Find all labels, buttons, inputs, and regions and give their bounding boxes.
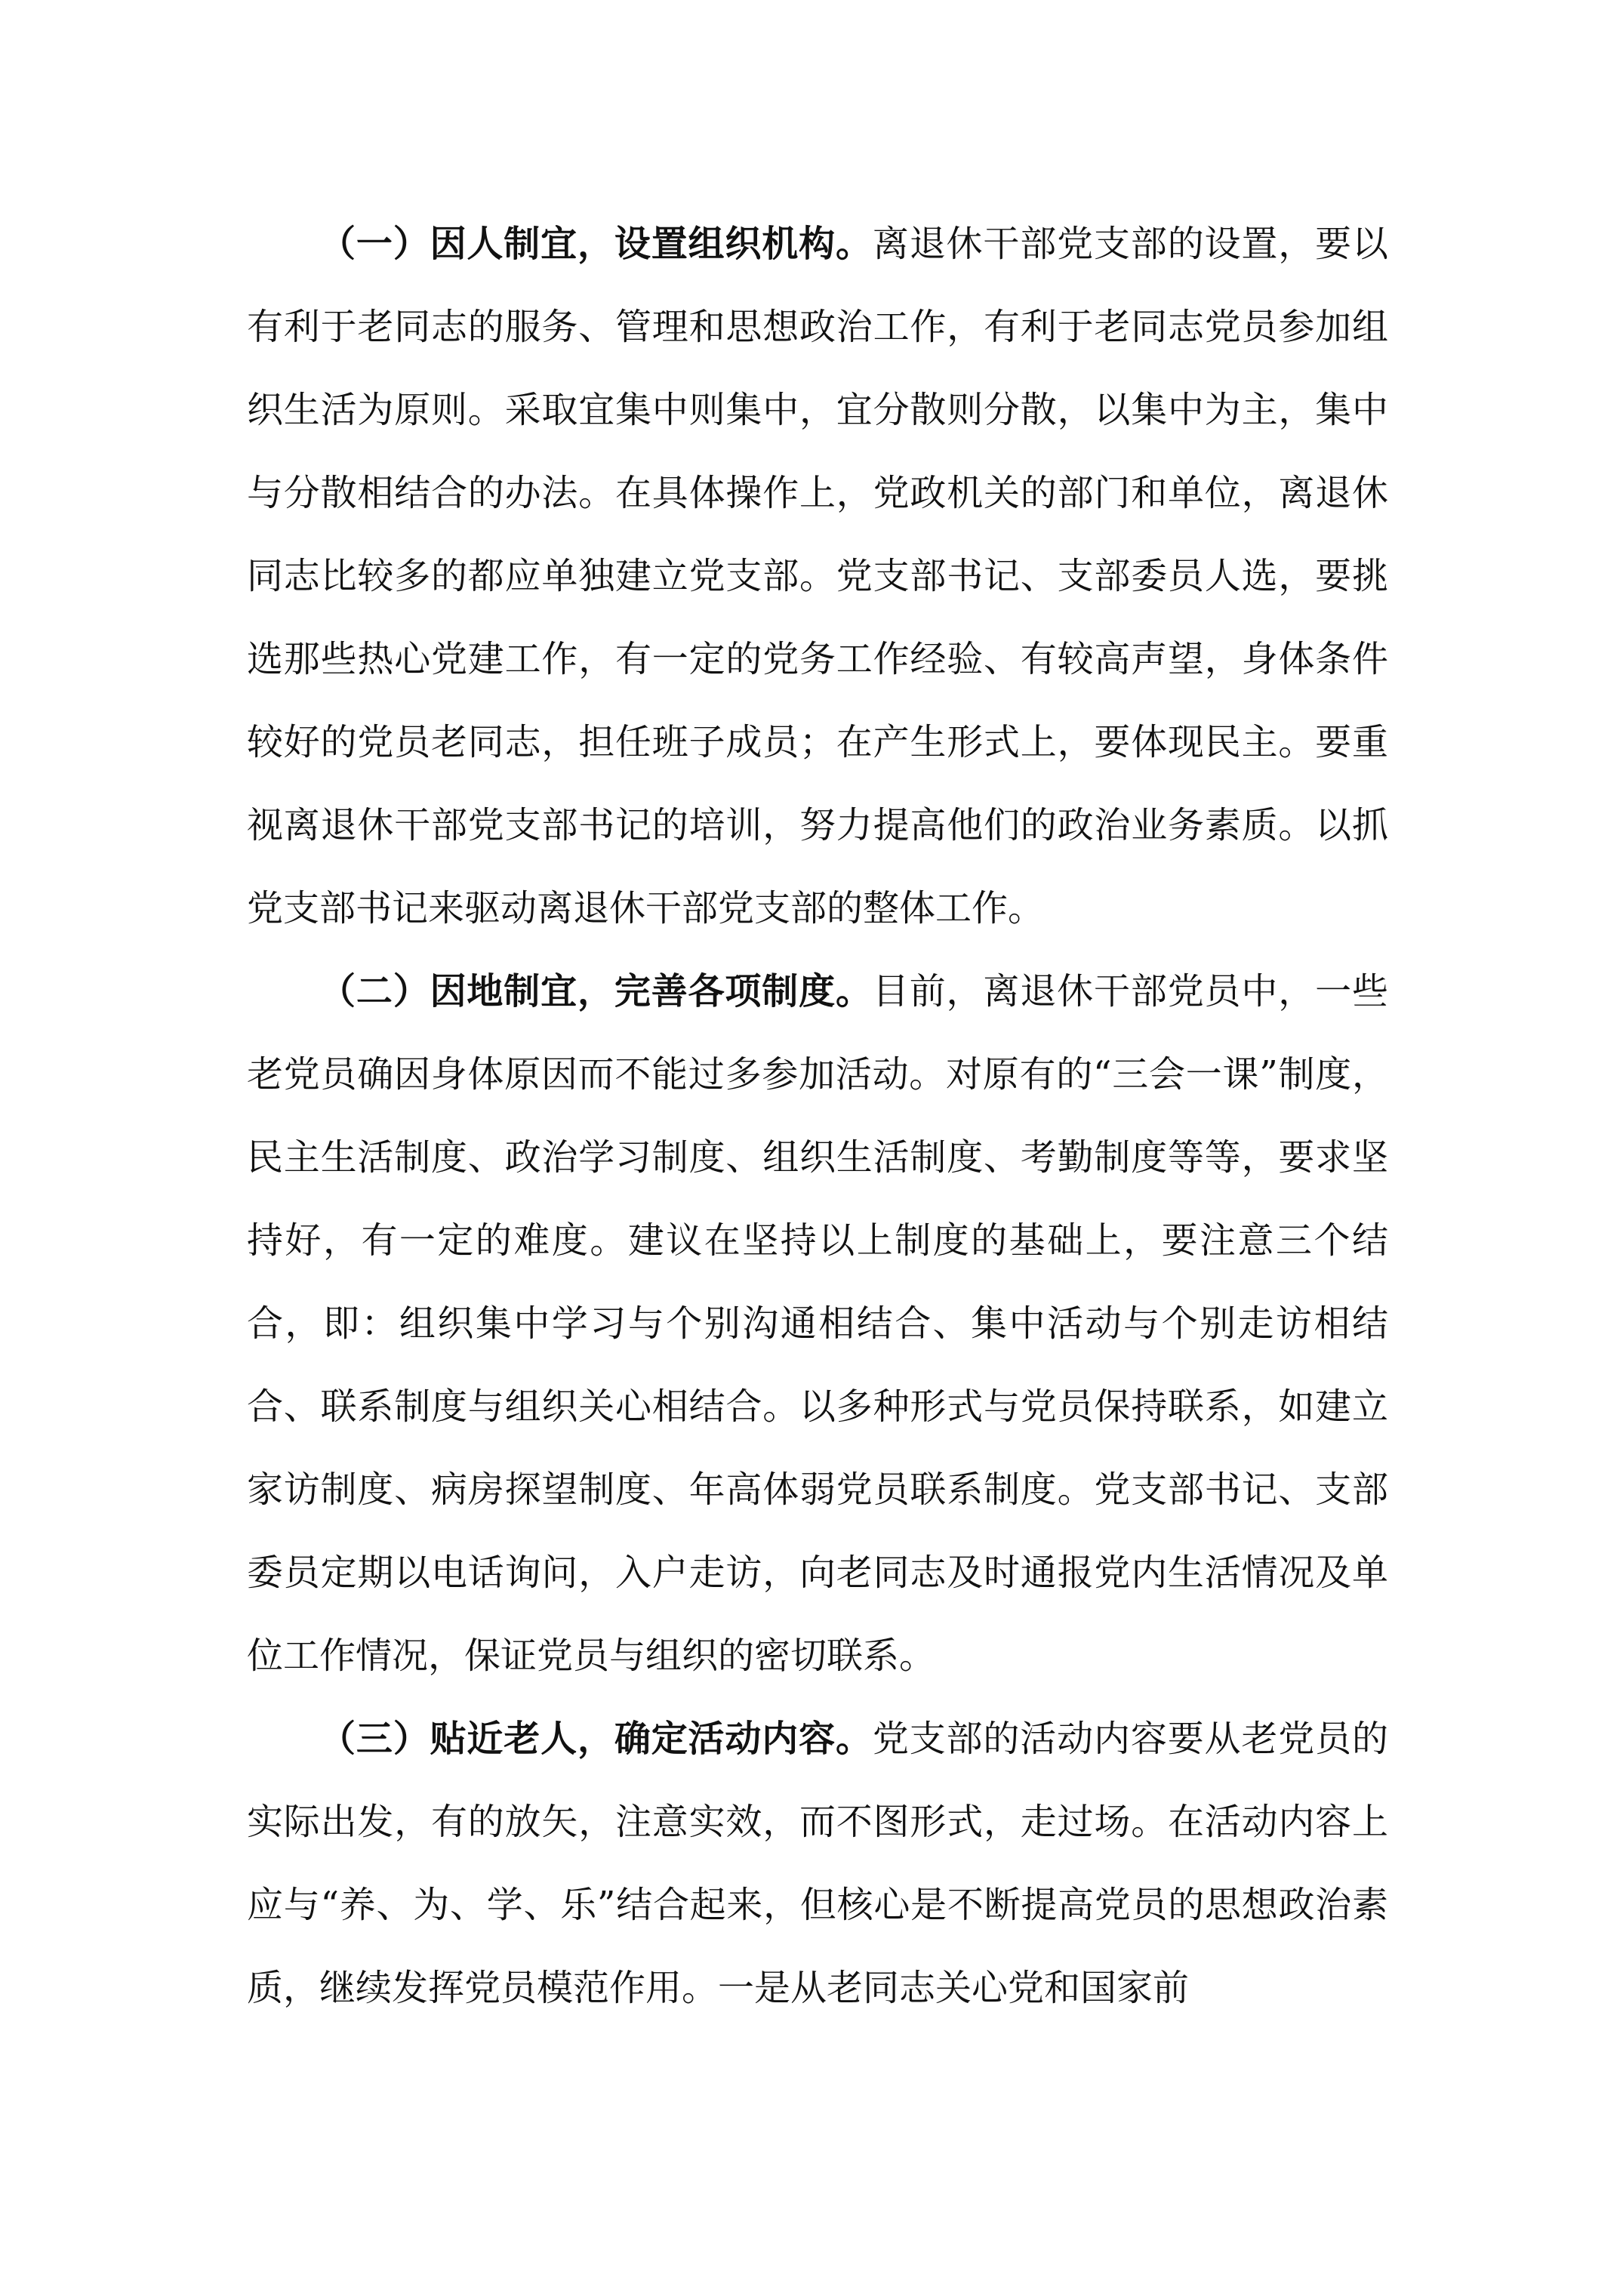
- paragraph-heading: （一）因人制宜，设置组织机构。: [319, 223, 873, 265]
- paragraph-heading: （二）因地制宜，完善各项制度。: [319, 970, 873, 1012]
- paragraph-text: 目前，离退休干部党员中，一些老党员确因身体原因而不能过多参加活动。对原有的“三会一课”制度，民主生活制度、政治学习制度、组织生活制度、考勤制度等等，要求坚持好，有一定的难度。建议在坚持以上制度的基础上，要注意三个结合，即：组织集中学习与个别沟通相结合、集中活动与个别走访相结合、联系制度与组织关心相结合。以多种形式与党员保持联系，如建立家访制度、病房探望制度、年高体弱党员联系制度。党支部书记、支部委员定期以电话询问，入户走访，向老同志及时通报党内生活情况及单位工作情况，保证党员与组织的密切联系。: [247, 970, 1388, 1677]
- paragraph-systems: [247, 950, 1388, 1697]
- paragraph-text: 离退休干部党支部的设置，要以有利于老同志的服务、管理和思想政治工作，有利于老同志党员参加组织生活为原则。采取宜集中则集中，宜分散则分散，以集中为主，集中与分散相结合的办法。在具体操作上，党政机关的部门和单位，离退休同志比较多的都应单独建立党支部。党支部书记、支部委员人选，要挑选那些热心党建工作，有一定的党务工作经验、有较高声望，身体条件较好的党员老同志，担任班子成员；在产生形式上，要体现民主。要重视离退休干部党支部书记的培训，努力提高他们的政治业务素质。以抓党支部书记来驱动离退休干部党支部的整体工作。: [247, 223, 1388, 929]
- paragraph-text: 党支部的活动内容要从老党员的实际出发，有的放矢，注意实效，而不图形式，走过场。在活动内容上应与“养、为、学、乐”结合起来，但核心是不断提高党员的思想政治素质，继续发挥党员模范作用。一是从老同志关心党和国家前: [247, 1718, 1388, 2009]
- paragraph-heading: （三）贴近老人，确定活动内容。: [319, 1718, 873, 1760]
- document-body: [247, 202, 1388, 2029]
- paragraph-activities: [247, 1697, 1388, 2029]
- paragraph-organization: [247, 202, 1388, 950]
